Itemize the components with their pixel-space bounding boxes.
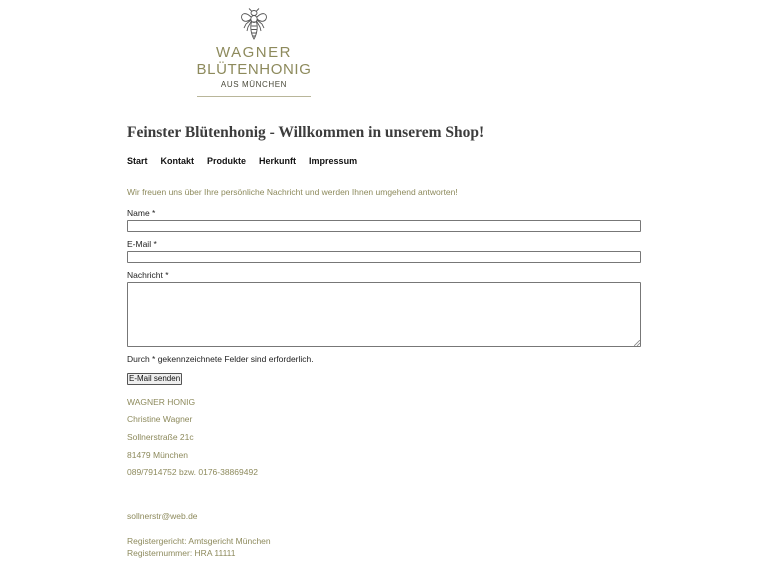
logo-line-wagner: WAGNER — [216, 44, 292, 61]
nav-item-impressum[interactable]: Impressum — [309, 156, 358, 166]
message-label: Nachricht * — [127, 270, 169, 280]
bee-icon — [239, 8, 269, 40]
contact-email-link[interactable]: sollnerstr@web.de — [127, 511, 198, 521]
logo-line-bluetenhonig: BLÜTENHONIG — [196, 61, 312, 78]
message-textarea[interactable] — [127, 282, 641, 347]
register-number: Registernummer: HRA 11111 — [127, 548, 236, 558]
nav-item-kontakt[interactable]: Kontakt — [160, 156, 195, 166]
contact-company: WAGNER HONIG — [127, 397, 196, 407]
logo-divider — [197, 96, 311, 97]
main-nav — [127, 156, 370, 166]
send-email-button[interactable]: E-Mail senden — [129, 374, 181, 383]
email-label: E-Mail * — [127, 239, 157, 249]
contact-city: 81479 München — [127, 450, 188, 460]
logo-line-aus-muenchen: AUS MÜNCHEN — [220, 80, 288, 89]
contact-phone: 089/7914752 bzw. 0176-38869492 — [127, 467, 258, 477]
nav-item-start[interactable]: Start — [127, 156, 148, 166]
name-label: Name * — [127, 208, 156, 218]
page-headline: Feinster Blütenhonig - Willkommen in unserem Shop! — [127, 124, 485, 141]
nav-item-produkte[interactable]: Produkte — [207, 156, 247, 166]
register-court: Registergericht: Amtsgericht München — [127, 536, 271, 546]
resize-grip-icon[interactable] — [634, 340, 640, 346]
email-input[interactable] — [127, 251, 641, 263]
contact-person: Christine Wagner — [127, 414, 193, 424]
nav-item-herkunft[interactable]: Herkunft — [259, 156, 297, 166]
site-logo[interactable] — [183, 8, 325, 97]
required-fields-note: Durch * gekennzeichnete Felder sind erforderlich. — [127, 354, 314, 364]
contact-street: Sollnerstraße 21c — [127, 432, 194, 442]
contact-intro-text: Wir freuen uns über Ihre persönliche Nachricht und werden Ihnen umgehend antworten! — [127, 187, 458, 197]
name-input[interactable] — [127, 220, 641, 232]
